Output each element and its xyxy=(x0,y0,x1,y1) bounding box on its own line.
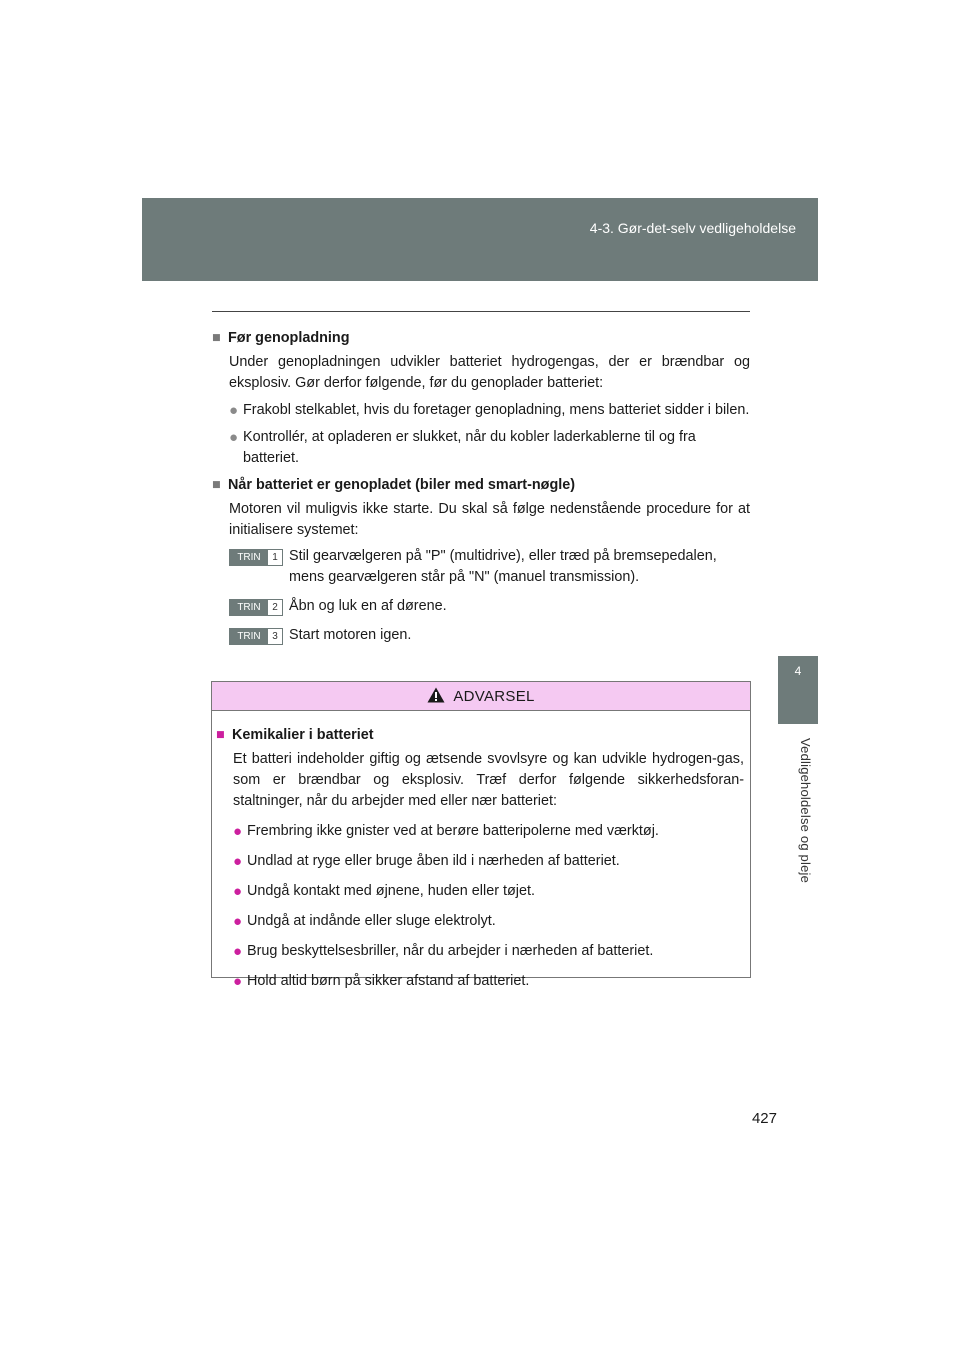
warning-heading: ■ Kemikalier i batteriet xyxy=(216,725,744,746)
circle-bullet-icon: ● xyxy=(233,943,243,960)
square-bullet-icon: ■ xyxy=(212,330,221,346)
warning-title: ADVARSEL xyxy=(453,687,535,705)
circle-bullet-icon: ● xyxy=(233,883,243,900)
circle-bullet-icon: ● xyxy=(229,429,239,446)
list-item: ● Undlad at ryge eller bruge åben ild i nærheden af batteriet. xyxy=(233,853,620,870)
square-bullet-icon: ■ xyxy=(216,727,225,743)
warning-body xyxy=(212,711,750,992)
top-rule xyxy=(212,311,750,312)
section-heading: ■ Før genopladning xyxy=(212,328,750,349)
section-heading: ■ Når batteriet er genopladet (biler med smart-nøgle) xyxy=(212,475,750,496)
list-item: ● Brug beskyttelsesbriller, når du arbejder i nærheden af batteriet. xyxy=(233,943,654,960)
chapter-tab xyxy=(778,656,818,724)
step-item: TRIN 2 Åbn og luk en af dørene. xyxy=(229,596,750,617)
warning-box xyxy=(211,681,751,990)
step-item: TRIN 1 Stil gearvælgeren på "P" (multidrive), eller træd på bremsepedalen, mens gearvælgeren står på "N" (manuel transmission). xyxy=(229,546,750,588)
square-bullet-icon: ■ xyxy=(212,477,221,493)
list-item: ● Undgå kontakt med øjnene, huden eller tøjet. xyxy=(233,883,535,900)
chapter-title: 4-3. Gør-det-selv vedligeholdelse xyxy=(589,220,796,236)
chapter-side-label: Vedligeholdelse og pleje xyxy=(798,738,813,884)
main-content xyxy=(212,328,750,646)
circle-bullet-icon: ● xyxy=(233,823,243,840)
circle-bullet-icon: ● xyxy=(233,853,243,870)
warning-header xyxy=(212,682,750,711)
list-item: ● Undgå at indånde eller sluge elektrolyt. xyxy=(233,913,496,930)
section-text: Motoren vil muligvis ikke starte. Du skal så følge nedenstående procedure for at initialisere systemet: xyxy=(229,501,750,538)
page-number: 427 xyxy=(751,1110,777,1127)
list-item: ● Kontrollér, at opladeren er slukket, når du kobler laderkablerne til og fra batteriet. xyxy=(229,427,750,469)
step-item: TRIN 3 Start motoren igen. xyxy=(229,625,750,646)
list-item: ● Frembring ikke gnister ved at berøre batteripolerne med værktøj. xyxy=(233,823,659,840)
list-item: ● Frakobl stelkablet, hvis du foretager genopladning, mens batteriet sidder i bilen. xyxy=(229,402,750,419)
circle-bullet-icon: ● xyxy=(233,913,243,930)
chapter-header-band xyxy=(142,198,818,281)
step-badge: TRIN 1 xyxy=(229,549,283,566)
chapter-number: 4 xyxy=(794,664,802,678)
circle-bullet-icon: ● xyxy=(229,402,239,419)
warning-text: Et batteri indeholder giftig og ætsende svovlsyre og kan udvikle hydrogen-gas, som er brændbar og eksplosiv. Træf derfor følgende sikkerhedsforan-staltninger, når du arbejder med eller nær batteriet: xyxy=(233,751,744,809)
step-badge: TRIN 2 xyxy=(229,599,283,616)
list-item: ● Hold altid børn på sikker afstand af batteriet. xyxy=(233,973,530,990)
circle-bullet-icon: ● xyxy=(233,973,243,990)
warning-triangle-icon xyxy=(427,687,445,703)
section-text: Under genopladningen udvikler batteriet hydrogengas, der er brændbar og eksplosiv. Gør derfor følgende, før du genoplader batteriet: xyxy=(229,354,750,391)
step-badge: TRIN 3 xyxy=(229,628,283,645)
